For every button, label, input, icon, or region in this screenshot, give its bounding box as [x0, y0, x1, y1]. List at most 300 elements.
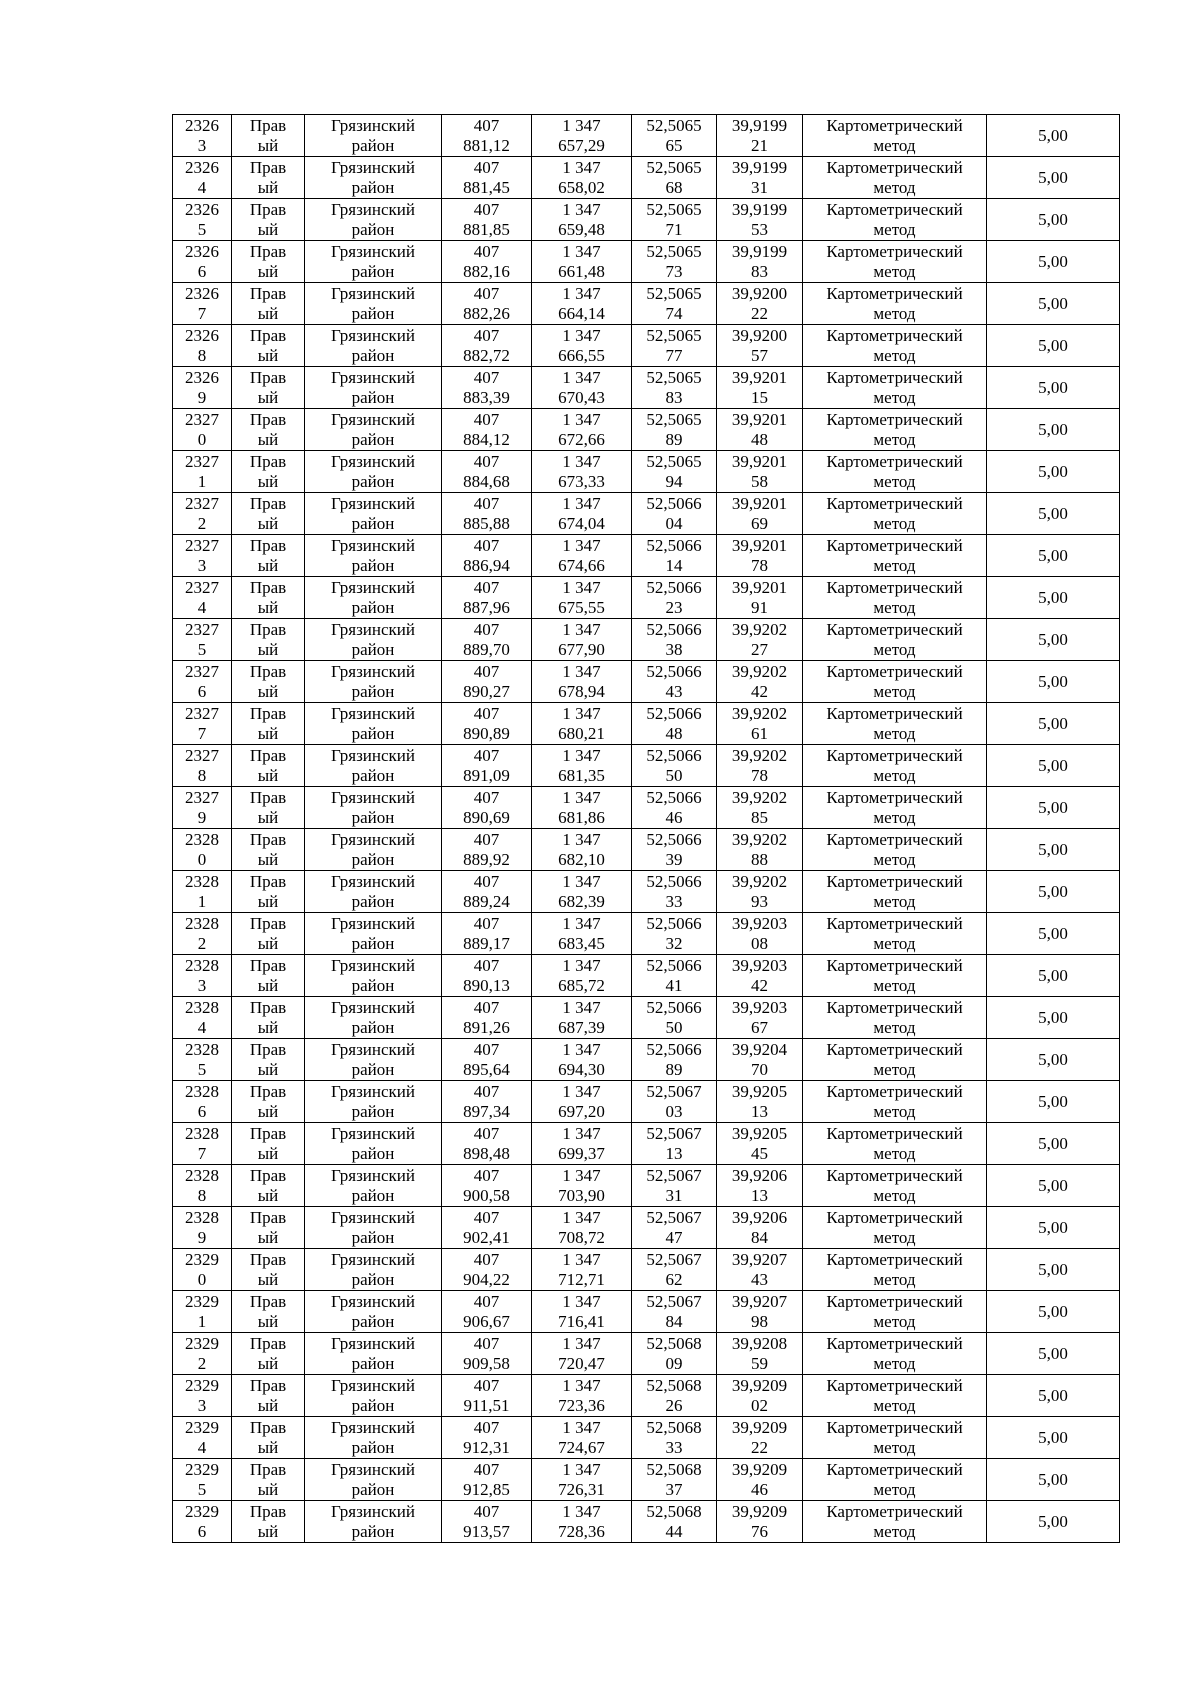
accuracy-cell: 5,00 — [987, 871, 1120, 913]
bank-side-cell: Прав ый — [232, 829, 305, 871]
bank-side-cell: Прав ый — [232, 451, 305, 493]
latitude-cell: 52,5068 33 — [632, 1417, 717, 1459]
point-number-cell: 2329 2 — [173, 1333, 232, 1375]
latitude-cell: 52,5066 41 — [632, 955, 717, 997]
table-row — [173, 325, 1120, 367]
x-coordinate-cell: 407 881,45 — [442, 157, 532, 199]
point-number-cell: 2329 6 — [173, 1501, 232, 1543]
point-number-cell: 2327 5 — [173, 619, 232, 661]
latitude-cell: 52,5066 23 — [632, 577, 717, 619]
longitude-cell: 39,9204 70 — [717, 1039, 803, 1081]
table-row — [173, 1039, 1120, 1081]
point-number-cell: 2327 9 — [173, 787, 232, 829]
y-coordinate-cell: 1 347 661,48 — [532, 241, 632, 283]
point-number-cell: 2326 6 — [173, 241, 232, 283]
district-cell: Грязинский район — [305, 241, 442, 283]
bank-side-cell: Прав ый — [232, 157, 305, 199]
district-cell: Грязинский район — [305, 535, 442, 577]
table-row — [173, 745, 1120, 787]
district-cell: Грязинский район — [305, 997, 442, 1039]
latitude-cell: 52,5066 14 — [632, 535, 717, 577]
y-coordinate-cell: 1 347 674,66 — [532, 535, 632, 577]
accuracy-cell: 5,00 — [987, 1417, 1120, 1459]
latitude-cell: 52,5066 39 — [632, 829, 717, 871]
latitude-cell: 52,5065 65 — [632, 115, 717, 157]
longitude-cell: 39,9205 45 — [717, 1123, 803, 1165]
latitude-cell: 52,5066 38 — [632, 619, 717, 661]
district-cell: Грязинский район — [305, 115, 442, 157]
point-number-cell: 2328 5 — [173, 1039, 232, 1081]
method-cell: Картометрический метод — [803, 829, 987, 871]
bank-side-cell: Прав ый — [232, 619, 305, 661]
longitude-cell: 39,9202 42 — [717, 661, 803, 703]
x-coordinate-cell: 407 889,17 — [442, 913, 532, 955]
accuracy-cell: 5,00 — [987, 1123, 1120, 1165]
method-cell: Картометрический метод — [803, 325, 987, 367]
x-coordinate-cell: 407 897,34 — [442, 1081, 532, 1123]
point-number-cell: 2326 3 — [173, 115, 232, 157]
table-row — [173, 829, 1120, 871]
x-coordinate-cell: 407 882,16 — [442, 241, 532, 283]
longitude-cell: 39,9209 22 — [717, 1417, 803, 1459]
district-cell: Грязинский район — [305, 157, 442, 199]
latitude-cell: 52,5065 73 — [632, 241, 717, 283]
point-number-cell: 2329 3 — [173, 1375, 232, 1417]
coordinates-table — [172, 114, 1120, 1543]
accuracy-cell: 5,00 — [987, 1501, 1120, 1543]
method-cell: Картометрический метод — [803, 199, 987, 241]
y-coordinate-cell: 1 347 678,94 — [532, 661, 632, 703]
y-coordinate-cell: 1 347 670,43 — [532, 367, 632, 409]
method-cell: Картометрический метод — [803, 241, 987, 283]
x-coordinate-cell: 407 890,27 — [442, 661, 532, 703]
y-coordinate-cell: 1 347 724,67 — [532, 1417, 632, 1459]
latitude-cell: 52,5066 46 — [632, 787, 717, 829]
table-row — [173, 283, 1120, 325]
table-row — [173, 787, 1120, 829]
point-number-cell: 2328 8 — [173, 1165, 232, 1207]
district-cell: Грязинский район — [305, 451, 442, 493]
bank-side-cell: Прав ый — [232, 493, 305, 535]
table-row — [173, 1417, 1120, 1459]
point-number-cell: 2326 9 — [173, 367, 232, 409]
x-coordinate-cell: 407 881,85 — [442, 199, 532, 241]
accuracy-cell: 5,00 — [987, 997, 1120, 1039]
accuracy-cell: 5,00 — [987, 115, 1120, 157]
table-row — [173, 1333, 1120, 1375]
table-row — [173, 1207, 1120, 1249]
longitude-cell: 39,9209 46 — [717, 1459, 803, 1501]
x-coordinate-cell: 407 895,64 — [442, 1039, 532, 1081]
latitude-cell: 52,5066 50 — [632, 997, 717, 1039]
table-row — [173, 661, 1120, 703]
x-coordinate-cell: 407 889,92 — [442, 829, 532, 871]
latitude-cell: 52,5067 31 — [632, 1165, 717, 1207]
accuracy-cell: 5,00 — [987, 1291, 1120, 1333]
table-row — [173, 199, 1120, 241]
bank-side-cell: Прав ый — [232, 1333, 305, 1375]
method-cell: Картометрический метод — [803, 871, 987, 913]
longitude-cell: 39,9200 57 — [717, 325, 803, 367]
point-number-cell: 2327 8 — [173, 745, 232, 787]
x-coordinate-cell: 407 906,67 — [442, 1291, 532, 1333]
point-number-cell: 2329 1 — [173, 1291, 232, 1333]
bank-side-cell: Прав ый — [232, 1459, 305, 1501]
latitude-cell: 52,5066 04 — [632, 493, 717, 535]
longitude-cell: 39,9201 15 — [717, 367, 803, 409]
x-coordinate-cell: 407 912,31 — [442, 1417, 532, 1459]
accuracy-cell: 5,00 — [987, 1375, 1120, 1417]
y-coordinate-cell: 1 347 674,04 — [532, 493, 632, 535]
method-cell: Картометрический метод — [803, 493, 987, 535]
method-cell: Картометрический метод — [803, 535, 987, 577]
latitude-cell: 52,5067 84 — [632, 1291, 717, 1333]
accuracy-cell: 5,00 — [987, 1249, 1120, 1291]
x-coordinate-cell: 407 889,24 — [442, 871, 532, 913]
accuracy-cell: 5,00 — [987, 829, 1120, 871]
latitude-cell: 52,5065 89 — [632, 409, 717, 451]
district-cell: Грязинский район — [305, 1207, 442, 1249]
bank-side-cell: Прав ый — [232, 283, 305, 325]
point-number-cell: 2328 4 — [173, 997, 232, 1039]
bank-side-cell: Прав ый — [232, 1081, 305, 1123]
longitude-cell: 39,9201 78 — [717, 535, 803, 577]
district-cell: Грязинский район — [305, 955, 442, 997]
latitude-cell: 52,5065 83 — [632, 367, 717, 409]
table-row — [173, 115, 1120, 157]
point-number-cell: 2327 6 — [173, 661, 232, 703]
longitude-cell: 39,9199 31 — [717, 157, 803, 199]
method-cell: Картометрический метод — [803, 1081, 987, 1123]
latitude-cell: 52,5066 43 — [632, 661, 717, 703]
longitude-cell: 39,9199 53 — [717, 199, 803, 241]
district-cell: Грязинский район — [305, 1081, 442, 1123]
bank-side-cell: Прав ый — [232, 199, 305, 241]
x-coordinate-cell: 407 890,89 — [442, 703, 532, 745]
point-number-cell: 2328 1 — [173, 871, 232, 913]
district-cell: Грязинский район — [305, 829, 442, 871]
method-cell: Картометрический метод — [803, 1249, 987, 1291]
y-coordinate-cell: 1 347 666,55 — [532, 325, 632, 367]
table-row — [173, 1165, 1120, 1207]
table-row — [173, 451, 1120, 493]
accuracy-cell: 5,00 — [987, 1165, 1120, 1207]
accuracy-cell: 5,00 — [987, 493, 1120, 535]
point-number-cell: 2327 3 — [173, 535, 232, 577]
accuracy-cell: 5,00 — [987, 367, 1120, 409]
district-cell: Грязинский район — [305, 409, 442, 451]
x-coordinate-cell: 407 890,13 — [442, 955, 532, 997]
bank-side-cell: Прав ый — [232, 367, 305, 409]
longitude-cell: 39,9202 85 — [717, 787, 803, 829]
latitude-cell: 52,5066 89 — [632, 1039, 717, 1081]
y-coordinate-cell: 1 347 681,35 — [532, 745, 632, 787]
district-cell: Грязинский район — [305, 871, 442, 913]
y-coordinate-cell: 1 347 697,20 — [532, 1081, 632, 1123]
longitude-cell: 39,9203 67 — [717, 997, 803, 1039]
accuracy-cell: 5,00 — [987, 283, 1120, 325]
district-cell: Грязинский район — [305, 1333, 442, 1375]
table-row — [173, 1081, 1120, 1123]
district-cell: Грязинский район — [305, 493, 442, 535]
district-cell: Грязинский район — [305, 619, 442, 661]
latitude-cell: 52,5067 62 — [632, 1249, 717, 1291]
point-number-cell: 2327 1 — [173, 451, 232, 493]
x-coordinate-cell: 407 889,70 — [442, 619, 532, 661]
point-number-cell: 2326 4 — [173, 157, 232, 199]
y-coordinate-cell: 1 347 682,10 — [532, 829, 632, 871]
bank-side-cell: Прав ый — [232, 1249, 305, 1291]
accuracy-cell: 5,00 — [987, 1039, 1120, 1081]
latitude-cell: 52,5066 33 — [632, 871, 717, 913]
district-cell: Грязинский район — [305, 913, 442, 955]
table-row — [173, 241, 1120, 283]
method-cell: Картометрический метод — [803, 367, 987, 409]
x-coordinate-cell: 407 890,69 — [442, 787, 532, 829]
accuracy-cell: 5,00 — [987, 703, 1120, 745]
y-coordinate-cell: 1 347 682,39 — [532, 871, 632, 913]
latitude-cell: 52,5066 32 — [632, 913, 717, 955]
y-coordinate-cell: 1 347 694,30 — [532, 1039, 632, 1081]
y-coordinate-cell: 1 347 720,47 — [532, 1333, 632, 1375]
longitude-cell: 39,9206 84 — [717, 1207, 803, 1249]
district-cell: Грязинский район — [305, 577, 442, 619]
method-cell: Картометрический метод — [803, 1333, 987, 1375]
x-coordinate-cell: 407 882,72 — [442, 325, 532, 367]
y-coordinate-cell: 1 347 728,36 — [532, 1501, 632, 1543]
accuracy-cell: 5,00 — [987, 661, 1120, 703]
district-cell: Грязинский район — [305, 1039, 442, 1081]
district-cell: Грязинский район — [305, 745, 442, 787]
table-row — [173, 871, 1120, 913]
table-row — [173, 619, 1120, 661]
method-cell: Картометрический метод — [803, 157, 987, 199]
point-number-cell: 2329 5 — [173, 1459, 232, 1501]
accuracy-cell: 5,00 — [987, 325, 1120, 367]
x-coordinate-cell: 407 886,94 — [442, 535, 532, 577]
x-coordinate-cell: 407 881,12 — [442, 115, 532, 157]
accuracy-cell: 5,00 — [987, 1459, 1120, 1501]
point-number-cell: 2327 0 — [173, 409, 232, 451]
method-cell: Картометрический метод — [803, 913, 987, 955]
latitude-cell: 52,5065 71 — [632, 199, 717, 241]
longitude-cell: 39,9209 76 — [717, 1501, 803, 1543]
method-cell: Картометрический метод — [803, 1165, 987, 1207]
point-number-cell: 2326 5 — [173, 199, 232, 241]
latitude-cell: 52,5066 50 — [632, 745, 717, 787]
y-coordinate-cell: 1 347 703,90 — [532, 1165, 632, 1207]
district-cell: Грязинский район — [305, 703, 442, 745]
longitude-cell: 39,9202 93 — [717, 871, 803, 913]
x-coordinate-cell: 407 911,51 — [442, 1375, 532, 1417]
bank-side-cell: Прав ый — [232, 1123, 305, 1165]
point-number-cell: 2329 4 — [173, 1417, 232, 1459]
y-coordinate-cell: 1 347 657,29 — [532, 115, 632, 157]
accuracy-cell: 5,00 — [987, 619, 1120, 661]
bank-side-cell: Прав ый — [232, 1165, 305, 1207]
y-coordinate-cell: 1 347 680,21 — [532, 703, 632, 745]
longitude-cell: 39,9199 21 — [717, 115, 803, 157]
longitude-cell: 39,9201 48 — [717, 409, 803, 451]
y-coordinate-cell: 1 347 673,33 — [532, 451, 632, 493]
longitude-cell: 39,9199 83 — [717, 241, 803, 283]
method-cell: Картометрический метод — [803, 1417, 987, 1459]
district-cell: Грязинский район — [305, 325, 442, 367]
x-coordinate-cell: 407 891,26 — [442, 997, 532, 1039]
x-coordinate-cell: 407 909,58 — [442, 1333, 532, 1375]
district-cell: Грязинский район — [305, 1417, 442, 1459]
table-row — [173, 1459, 1120, 1501]
x-coordinate-cell: 407 900,58 — [442, 1165, 532, 1207]
longitude-cell: 39,9202 78 — [717, 745, 803, 787]
bank-side-cell: Прав ый — [232, 325, 305, 367]
table-row — [173, 577, 1120, 619]
y-coordinate-cell: 1 347 675,55 — [532, 577, 632, 619]
table-row — [173, 535, 1120, 577]
method-cell: Картометрический метод — [803, 1123, 987, 1165]
table-row — [173, 1501, 1120, 1543]
latitude-cell: 52,5068 26 — [632, 1375, 717, 1417]
accuracy-cell: 5,00 — [987, 451, 1120, 493]
method-cell: Картометрический метод — [803, 787, 987, 829]
x-coordinate-cell: 407 882,26 — [442, 283, 532, 325]
accuracy-cell: 5,00 — [987, 535, 1120, 577]
x-coordinate-cell: 407 884,12 — [442, 409, 532, 451]
point-number-cell: 2329 0 — [173, 1249, 232, 1291]
bank-side-cell: Прав ый — [232, 787, 305, 829]
accuracy-cell: 5,00 — [987, 409, 1120, 451]
method-cell: Картометрический метод — [803, 619, 987, 661]
point-number-cell: 2327 7 — [173, 703, 232, 745]
y-coordinate-cell: 1 347 685,72 — [532, 955, 632, 997]
table-row — [173, 955, 1120, 997]
y-coordinate-cell: 1 347 683,45 — [532, 913, 632, 955]
y-coordinate-cell: 1 347 723,36 — [532, 1375, 632, 1417]
x-coordinate-cell: 407 885,88 — [442, 493, 532, 535]
district-cell: Грязинский район — [305, 1249, 442, 1291]
y-coordinate-cell: 1 347 687,39 — [532, 997, 632, 1039]
longitude-cell: 39,9203 08 — [717, 913, 803, 955]
x-coordinate-cell: 407 887,96 — [442, 577, 532, 619]
latitude-cell: 52,5067 47 — [632, 1207, 717, 1249]
table-row — [173, 703, 1120, 745]
longitude-cell: 39,9203 42 — [717, 955, 803, 997]
district-cell: Грязинский район — [305, 283, 442, 325]
method-cell: Картометрический метод — [803, 1459, 987, 1501]
method-cell: Картометрический метод — [803, 1375, 987, 1417]
bank-side-cell: Прав ый — [232, 1501, 305, 1543]
district-cell: Грязинский район — [305, 1291, 442, 1333]
table-row — [173, 367, 1120, 409]
y-coordinate-cell: 1 347 681,86 — [532, 787, 632, 829]
accuracy-cell: 5,00 — [987, 787, 1120, 829]
bank-side-cell: Прав ый — [232, 1417, 305, 1459]
latitude-cell: 52,5065 68 — [632, 157, 717, 199]
longitude-cell: 39,9201 91 — [717, 577, 803, 619]
table-row — [173, 493, 1120, 535]
y-coordinate-cell: 1 347 664,14 — [532, 283, 632, 325]
table-row — [173, 1375, 1120, 1417]
x-coordinate-cell: 407 913,57 — [442, 1501, 532, 1543]
y-coordinate-cell: 1 347 658,02 — [532, 157, 632, 199]
district-cell: Грязинский район — [305, 1501, 442, 1543]
longitude-cell: 39,9208 59 — [717, 1333, 803, 1375]
bank-side-cell: Прав ый — [232, 1375, 305, 1417]
longitude-cell: 39,9201 69 — [717, 493, 803, 535]
bank-side-cell: Прав ый — [232, 241, 305, 283]
accuracy-cell: 5,00 — [987, 745, 1120, 787]
y-coordinate-cell: 1 347 699,37 — [532, 1123, 632, 1165]
x-coordinate-cell: 407 904,22 — [442, 1249, 532, 1291]
accuracy-cell: 5,00 — [987, 199, 1120, 241]
x-coordinate-cell: 407 902,41 — [442, 1207, 532, 1249]
y-coordinate-cell: 1 347 716,41 — [532, 1291, 632, 1333]
y-coordinate-cell: 1 347 708,72 — [532, 1207, 632, 1249]
accuracy-cell: 5,00 — [987, 577, 1120, 619]
y-coordinate-cell: 1 347 712,71 — [532, 1249, 632, 1291]
method-cell: Картометрический метод — [803, 1501, 987, 1543]
latitude-cell: 52,5065 77 — [632, 325, 717, 367]
table-row — [173, 1291, 1120, 1333]
longitude-cell: 39,9200 22 — [717, 283, 803, 325]
longitude-cell: 39,9201 58 — [717, 451, 803, 493]
district-cell: Грязинский район — [305, 1375, 442, 1417]
bank-side-cell: Прав ый — [232, 115, 305, 157]
method-cell: Картометрический метод — [803, 745, 987, 787]
x-coordinate-cell: 407 912,85 — [442, 1459, 532, 1501]
y-coordinate-cell: 1 347 726,31 — [532, 1459, 632, 1501]
district-cell: Грязинский район — [305, 1123, 442, 1165]
latitude-cell: 52,5068 37 — [632, 1459, 717, 1501]
latitude-cell: 52,5068 44 — [632, 1501, 717, 1543]
district-cell: Грязинский район — [305, 787, 442, 829]
x-coordinate-cell: 407 898,48 — [442, 1123, 532, 1165]
accuracy-cell: 5,00 — [987, 1333, 1120, 1375]
bank-side-cell: Прав ый — [232, 577, 305, 619]
table-row — [173, 1249, 1120, 1291]
bank-side-cell: Прав ый — [232, 745, 305, 787]
district-cell: Грязинский район — [305, 367, 442, 409]
method-cell: Картометрический метод — [803, 409, 987, 451]
table-body — [173, 115, 1120, 1543]
longitude-cell: 39,9202 27 — [717, 619, 803, 661]
bank-side-cell: Прав ый — [232, 535, 305, 577]
table-row — [173, 913, 1120, 955]
latitude-cell: 52,5065 94 — [632, 451, 717, 493]
bank-side-cell: Прав ый — [232, 997, 305, 1039]
point-number-cell: 2328 2 — [173, 913, 232, 955]
accuracy-cell: 5,00 — [987, 1081, 1120, 1123]
accuracy-cell: 5,00 — [987, 1207, 1120, 1249]
latitude-cell: 52,5067 03 — [632, 1081, 717, 1123]
y-coordinate-cell: 1 347 659,48 — [532, 199, 632, 241]
district-cell: Грязинский район — [305, 661, 442, 703]
longitude-cell: 39,9207 43 — [717, 1249, 803, 1291]
latitude-cell: 52,5068 09 — [632, 1333, 717, 1375]
method-cell: Картометрический метод — [803, 283, 987, 325]
district-cell: Грязинский район — [305, 1459, 442, 1501]
method-cell: Картометрический метод — [803, 451, 987, 493]
accuracy-cell: 5,00 — [987, 955, 1120, 997]
y-coordinate-cell: 1 347 677,90 — [532, 619, 632, 661]
method-cell: Картометрический метод — [803, 661, 987, 703]
method-cell: Картометрический метод — [803, 1291, 987, 1333]
point-number-cell: 2326 7 — [173, 283, 232, 325]
table-row — [173, 157, 1120, 199]
longitude-cell: 39,9209 02 — [717, 1375, 803, 1417]
accuracy-cell: 5,00 — [987, 241, 1120, 283]
table-row — [173, 1123, 1120, 1165]
